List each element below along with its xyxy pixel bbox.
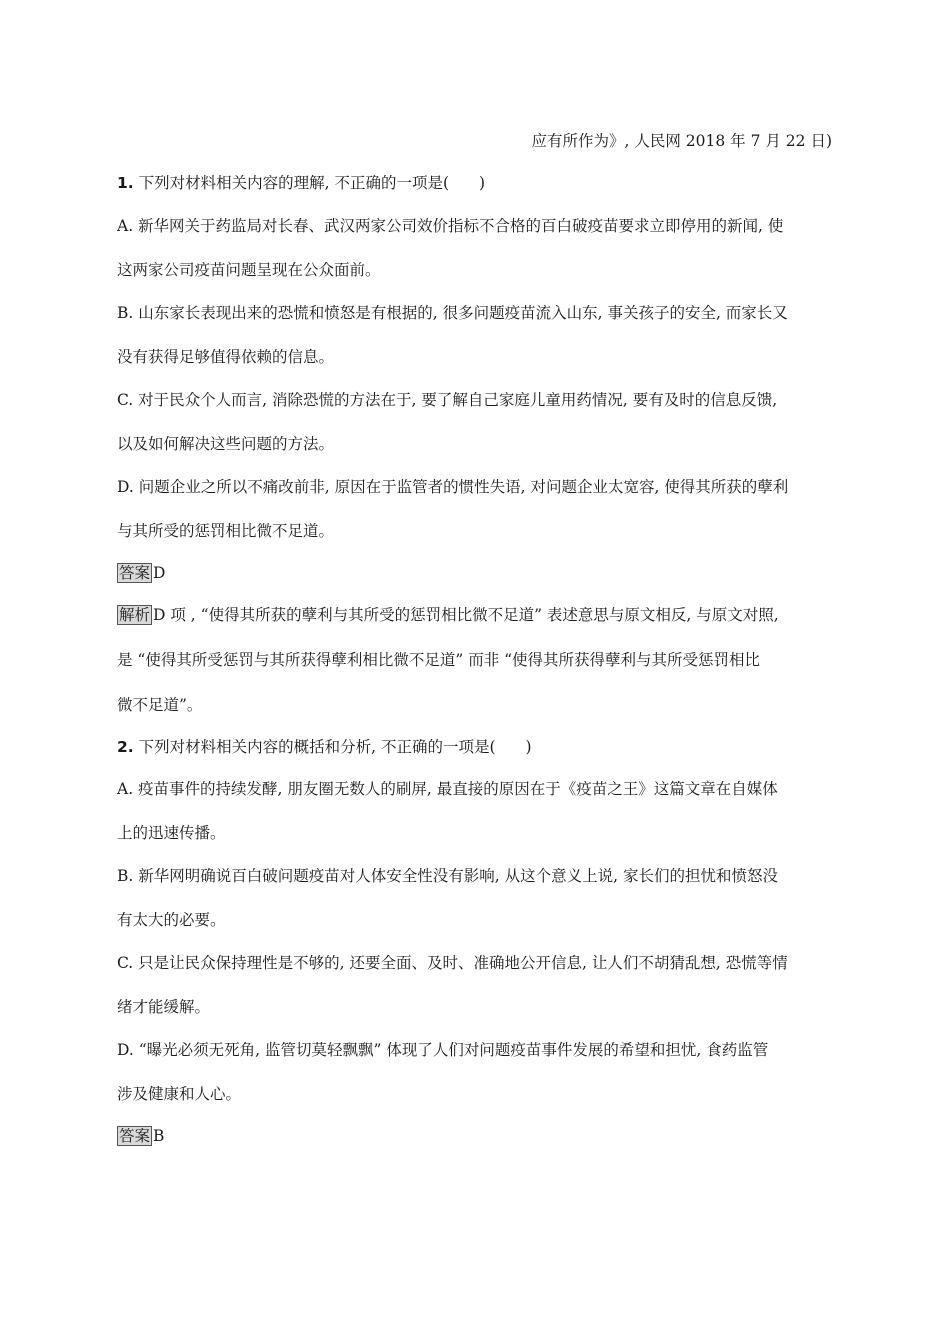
analysis-label: 解析 bbox=[119, 606, 151, 624]
q1-option-c-line2: 以及如何解决这些问题的方法。 bbox=[117, 435, 335, 453]
q2-option-a-line2: 上的迅速传播。 bbox=[117, 824, 226, 842]
question-2-number: 2. bbox=[117, 738, 134, 756]
question-1-number: 1. bbox=[117, 174, 134, 192]
q2-option-c-line1: C. 只是让民众保持理性是不够的, 还要全面、及时、准确地公开信息, 让人们不胡猜乱想, 恐慌等情 bbox=[117, 954, 788, 972]
q1-analysis-line1: 解析 D 项 , “使得其所获的孽利与其所受的惩罚相比微不足道” 表述意思与原文相反, 与原文对照, bbox=[119, 606, 779, 624]
q1-option-a-line2: 这两家公司疫苗问题呈现在公众面前。 bbox=[117, 261, 381, 279]
question-2-text: 下列对材料相关内容的概括和分析, 不正确的一项是( bbox=[138, 738, 496, 756]
q2-option-b-line1: B. 新华网明确说百白破问题疫苗对人体安全性没有影响, 从这个意义上说, 家长们的担忧和愤怒没 bbox=[117, 867, 778, 885]
question-1-text: 下列对材料相关内容的理解, 不正确的一项是( bbox=[138, 174, 450, 192]
question-1-stem: 1. 下列对材料相关内容的理解, 不正确的一项是( ) bbox=[117, 174, 486, 192]
q2-option-b-line2: 有太大的必要。 bbox=[117, 911, 226, 929]
source-citation: 应有所作为》, 人民网 2018 年 7 月 22 日) bbox=[531, 132, 832, 150]
q1-analysis-line3: 微不足道”。 bbox=[117, 696, 203, 714]
answer-label: 答案 bbox=[119, 564, 151, 582]
q1-option-c-line1: C. 对于民众个人而言, 消除恐慌的方法在于, 要了解自己家庭儿童用药情况, 要有及时的信息反馈, bbox=[117, 391, 778, 409]
q2-option-d-line2: 涉及健康和人心。 bbox=[117, 1085, 242, 1103]
answer-value: D bbox=[153, 564, 166, 582]
q1-option-d-line2: 与其所受的惩罚相比微不足道。 bbox=[117, 522, 335, 540]
answer-label: 答案 bbox=[119, 1127, 151, 1145]
q1-option-a-line1: A. 新华网关于药监局对长春、武汉两家公司效价指标不合格的百白破疫苗要求立即停用的新闻, 使 bbox=[117, 217, 784, 235]
q2-option-a-line1: A. 疫苗事件的持续发酵, 朋友圈无数人的刷屏, 最直接的原因在于《疫苗之王》这篇文章在自媒体 bbox=[117, 780, 778, 798]
q1-analysis-line2: 是 “使得其所受惩罚与其所获得孽利相比微不足道” 而非 “使得其所获得孽利与其所受惩罚相比 bbox=[117, 651, 761, 669]
q1-answer bbox=[117, 563, 165, 583]
q2-option-c-line2: 绪才能缓解。 bbox=[117, 998, 211, 1016]
q2-option-d-line1: D. “曝光必须无死角, 监管切莫轻飘飘” 体现了人们对问题疫苗事件发展的希望和担忧, 食药监管 bbox=[117, 1041, 769, 1059]
q1-option-d-line1: D. 问题企业之所以不痛改前非, 原因在于监管者的惯性失语, 对问题企业太宽容, 使得其所获的孽利 bbox=[117, 478, 789, 496]
question-2-stem: 2. 下列对材料相关内容的概括和分析, 不正确的一项是( ) bbox=[117, 738, 532, 756]
answer-value: B bbox=[153, 1127, 165, 1145]
q1-option-b-line2: 没有获得足够值得依赖的信息。 bbox=[117, 348, 335, 366]
q1-option-b-line1: B. 山东家长表现出来的恐慌和愤怒是有根据的, 很多问题疫苗流入山东, 事关孩子的安全, 而家长又 bbox=[117, 304, 788, 322]
q2-answer bbox=[117, 1126, 164, 1146]
